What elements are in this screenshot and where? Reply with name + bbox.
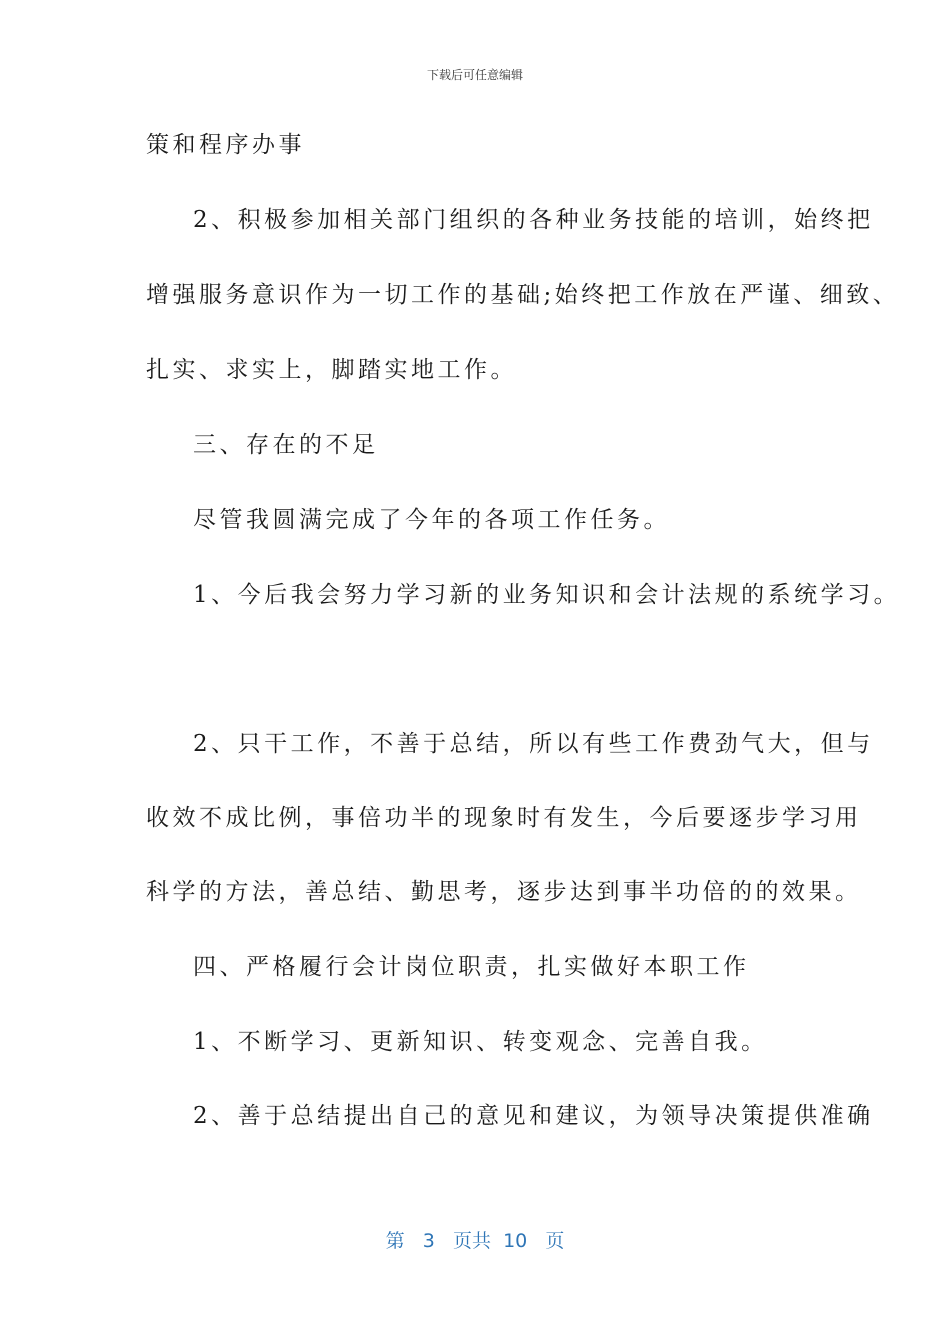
- section-heading-duties: 四、严格履行会计岗位职责，扎实做好本职工作: [193, 954, 750, 980]
- body-line-6: 尽管我圆满完成了今年的各项工作任务。: [193, 507, 670, 533]
- body-line-10: 科学的方法，善总结、勤思考，逐步达到事半功倍的的效果。: [146, 879, 862, 905]
- page-prefix: 第: [385, 1230, 405, 1252]
- body-line-1: 策和程序办事: [146, 132, 305, 158]
- page-number-footer: [0, 1226, 950, 1253]
- body-line-7: 1、今后我会努力学习新的业务知识和会计法规的系统学习。: [193, 582, 901, 608]
- page-mid: 页共: [452, 1230, 491, 1252]
- body-line-12: 1、不断学习、更新知识、转变观念、完善自我。: [193, 1029, 768, 1055]
- body-line-8: 2、只干工作，不善于总结，所以有些工作费劲气大，但与: [193, 731, 874, 757]
- body-line-13: 2、善于总结提出自己的意见和建议，为领导决策提供准确: [193, 1103, 874, 1129]
- total-pages-number: 10: [503, 1230, 528, 1252]
- page-suffix: 页: [545, 1230, 565, 1252]
- body-line-9: 收效不成比例，事倍功半的现象时有发生，今后要逐步学习用: [146, 805, 862, 831]
- body-line-3: 增强服务意识作为一切工作的基础;始终把工作放在严谨、细致、: [146, 282, 900, 308]
- current-page-number: 3: [422, 1230, 435, 1252]
- body-line-2: 2、积极参加相关部门组织的各种业务技能的培训，始终把: [193, 207, 874, 233]
- body-line-4: 扎实、求实上，脚踏实地工作。: [146, 357, 517, 383]
- section-heading-shortcomings: 三、存在的不足: [193, 432, 379, 458]
- header-note: 下载后可任意编辑: [426, 68, 523, 82]
